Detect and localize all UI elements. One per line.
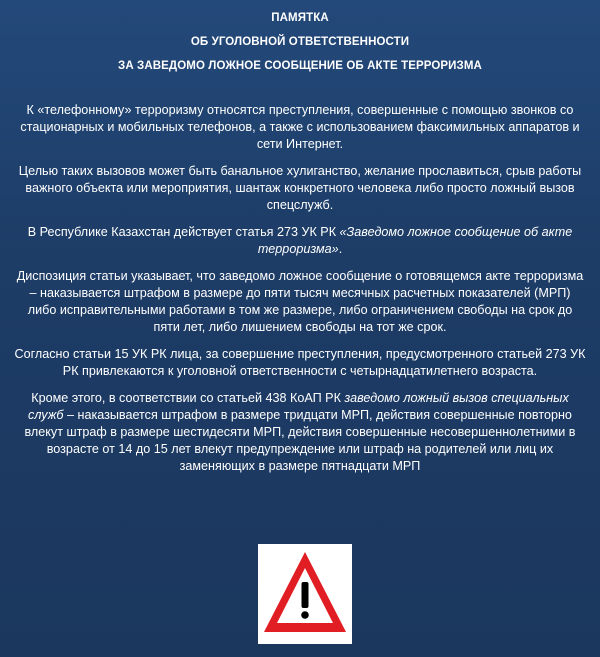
memo-subtitle-1: ОБ УГОЛОВНОЙ ОТВЕТСТВЕННОСТИ: [190, 36, 410, 48]
warning-sign: [258, 544, 352, 644]
paragraph-disposition: Диспозиция статьи указывает, что заведомо ложное сообщение о готовящемся акте терроризма – наказывается штрафом в размере до пяти тысяч месячных расчетных показателей (МРП) либо исправительными работами в том же размере, либо ограничением свободы на срок до пяти лет, либо лишением свободы на тот же срок.: [16, 269, 584, 334]
koap-438-title: заведомо ложный вызов специальных служб: [28, 391, 569, 422]
paragraph-koap-438: [14, 390, 586, 475]
article-273-title: «Заведомо ложное сообщение об акте терроризма»: [257, 225, 573, 256]
koap-438-penalties: – наказывается штрафом в размере тридцати МРП, действия совершенные повторно влекут штраф в размере шестидесяти МРП, действия совершенные несовершеннолетними в возрасте от 14 до 15 лет влекут предупреждение или штраф на родителей или лиц их заменяющих в размере пятнадцати МРП: [24, 408, 576, 473]
memo-subtitle-2: ЗА ЗАВЕДОМО ЛОЖНОЕ СООБЩЕНИЕ ОБ АКТЕ ТЕРРОРИЗМА: [118, 60, 482, 72]
paragraph-age-liability: Согласно статьи 15 УК РК лица, за совершение преступления, предусмотренного статьей 273 УК РК привлекаются к уголовной ответственности с четырнадцатилетнего возраста.: [14, 347, 586, 378]
title-spacer: [14, 78, 586, 102]
paragraph-call-purposes: Целью таких вызовов может быть банальное хулиганство, желание прославиться, срыв работы важного объекта или мероприятия, шантаж конкретного человека либо просто ложный вызов спецслужб.: [18, 164, 582, 212]
koap-438-text: Кроме этого, в соответствии со статьей 438 КоАП РК: [31, 391, 345, 405]
article-273-end: .: [338, 242, 343, 256]
paragraph-article-273: [14, 224, 586, 258]
paragraph-phone-terrorism: К «телефонному» терроризму относятся преступления, совершенные с помощью звонков со стационарных и мобильных телефонов, а также с использованием факсимильных аппаратов и сети Интернет.: [20, 103, 580, 151]
memo-title: ПАМЯТКА: [271, 12, 329, 24]
warning-triangle-icon: [258, 544, 352, 644]
article-273-text: В Республике Казахстан действует статья 273 УК РК: [27, 225, 340, 239]
